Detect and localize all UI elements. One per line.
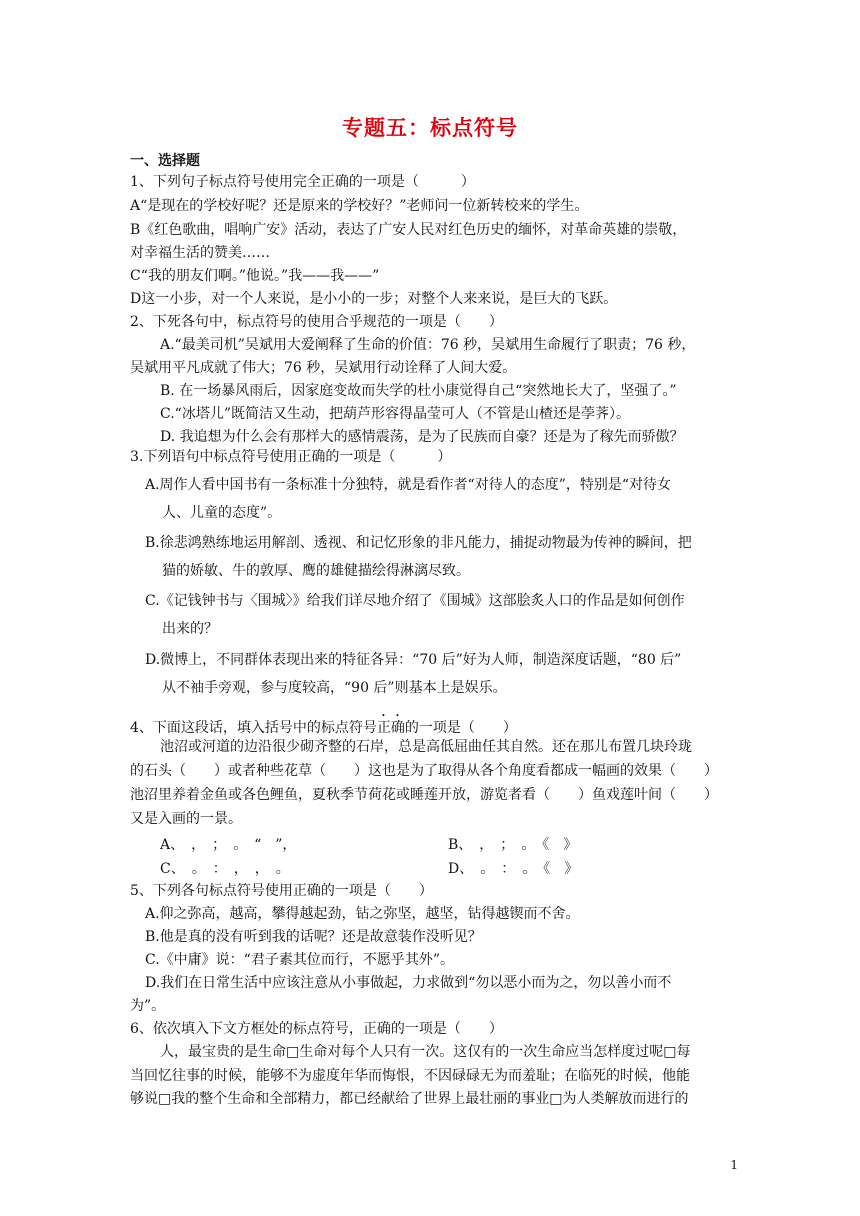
q4-option-b: B、 ， ； 。 《 》 <box>448 837 578 853</box>
q3-option-c-line1: C.《记钱钟书与〈围城〉》给我们详尽地介绍了《围城》这部脍炙人口的作品是如何创作 <box>145 593 685 609</box>
q4-passage-line2: 的石头（ ）或者种些花草（ ）这也是为了取得从各个角度看都成一幅画的效果（ ） <box>130 763 718 779</box>
q6-passage-line1: 人，最宝贵的是生命□生命对每个人只有一次。这仅有的一次生命应当怎样度过呢□每 <box>160 1044 691 1060</box>
section-heading: 一、选择题 <box>130 153 200 169</box>
q4-stem-end: 的一项是（ ） <box>404 720 517 736</box>
page-number: 1 <box>730 1158 738 1172</box>
q5-option-c: C.《中庸》说：“君子素其位而行，不愿乎其外”。 <box>145 952 454 968</box>
q3-option-b-line1: B.徐悲鸿熟练地运用解剖、透视、和记忆形象的非凡能力，捕捉动物最为传神的瞬间，把 <box>145 535 692 551</box>
q2-option-c: C.“冰塔儿”既简洁又生动，把葫芦形容得晶莹可人（不管是山楂还是荸荠）。 <box>160 406 630 422</box>
q1-option-b-line2: 对幸福生活的赞美…… <box>130 245 270 261</box>
q2-option-b: B. 在一场暴风雨后，因家庭变故而失学的杜小康觉得自己“突然地长大了，坚强了。” <box>160 383 677 399</box>
q5-option-a: A.仰之弥高，越高，攀得越起劲，钻之弥坚，越坚，钻得越锲而不舍。 <box>145 906 580 922</box>
q5-option-d-line2: 为”。 <box>130 998 166 1014</box>
q1-option-a: A“是现在的学校好呢？还是原来的学校好？”老师问一位新转校来的学生。 <box>130 198 589 214</box>
q4-option-a: A、 ， ； 。 “ ”， <box>160 837 297 853</box>
page-title: 专题五：标点符号 <box>342 116 518 140</box>
q3-option-b-line2: 猫的娇敏、牛的敦厚、鹰的雄健描绘得淋漓尽致。 <box>162 563 470 579</box>
q5-stem: 5、下列各句标点符号使用正确的一项是（ ） <box>130 883 433 899</box>
q3-option-d-line1: D.微博上，不同群体表现出来的特征各异：“70 后”好为人师，制造深度话题，“80 后” <box>145 652 682 668</box>
q6-stem: 6、依次填入下文方框处的标点符号，正确的一项是（ ） <box>130 1021 503 1037</box>
q3-option-a-line1: A.周作人看中国书有一条标准十分独特，就是看作者“对待人的态度”，特别是“对待女 <box>145 477 672 493</box>
q3-option-c-line2: 出来的？ <box>162 621 218 637</box>
q6-passage-line3: 够说□我的整个生命和全部精力，都已经献给了世界上最壮丽的事业□为人类解放而进行的 <box>130 1091 689 1107</box>
q4-stem <box>130 712 517 738</box>
q4-passage-line4: 又是入画的一景。 <box>130 811 242 827</box>
q4-option-c: C、 。 ： ， ， 。 <box>160 861 290 877</box>
q2-stem: 2、下死各句中，标点符号的使用合乎规范的一项是（ ） <box>130 314 503 330</box>
q4-stem-start: 4、下面这段话，填入括号中的标点符号 <box>130 720 377 736</box>
q1-option-c: C“我的朋友们啊。”他说。”我——我——” <box>130 268 380 284</box>
q4-stem-emphasis: 正确 <box>376 720 405 736</box>
q4-passage-line3: 池沼里养着金鱼或各色鲤鱼，夏秋季节荷花或睡莲开放，游览者看（ ）鱼戏莲叶间（ ） <box>130 787 718 803</box>
q2-option-d: D. 我追想为什么会有那样大的感情震荡，是为了民族而自豪？还是为了稼先而骄傲？ <box>160 429 684 445</box>
q3-option-a-line2: 人、儿童的态度”。 <box>162 505 282 521</box>
q1-stem: 1、下列句子标点符号使用完全正确的一项是（ ） <box>130 174 475 190</box>
q1-option-d: D这一小步，对一个人来说，是小小的一步；对整个人来来说，是巨大的飞跃。 <box>130 291 618 307</box>
q2-option-a-line2: 吴斌用平凡成就了伟大；76 秒，吴斌用行动诠释了人间大爱。 <box>130 360 517 376</box>
q1-option-b-line1: B《红色歌曲，唱响广安》活动，表达了广安人民对红色历史的缅怀，对革命英雄的崇敬， <box>130 222 687 238</box>
q6-passage-line2: 当回忆往事的时候，能够不为虚度年华而悔恨，不因碌碌无为而羞耻；在临死的时候，他能 <box>130 1068 690 1084</box>
q5-option-d-line1: D.我们在日常生活中应该注意从小事做起，力求做到“勿以恶小而为之，勿以善小而不 <box>145 975 672 991</box>
q4-option-d: D、 。 ： 。 《 》 <box>448 861 579 877</box>
q5-option-b: B.他是真的没有听到我的话呢？还是故意装作没听见？ <box>145 929 482 945</box>
q4-passage-line1: 池沼或河道的边沿很少砌齐整的石岸，总是高低屈曲任其自然。还在那儿布置几块玲珑 <box>160 739 692 755</box>
q3-stem: 3.下列语句中标点符号使用正确的一项是（ ） <box>130 449 452 465</box>
q2-option-a-line1: A.“最美司机”吴斌用大爱阐释了生命的价值：76 秒，吴斌用生命履行了职责；76 秒， <box>160 337 696 353</box>
q3-option-d-line2: 从不袖手旁观，参与度较高，“90 后”则基本上是娱乐。 <box>162 680 507 696</box>
